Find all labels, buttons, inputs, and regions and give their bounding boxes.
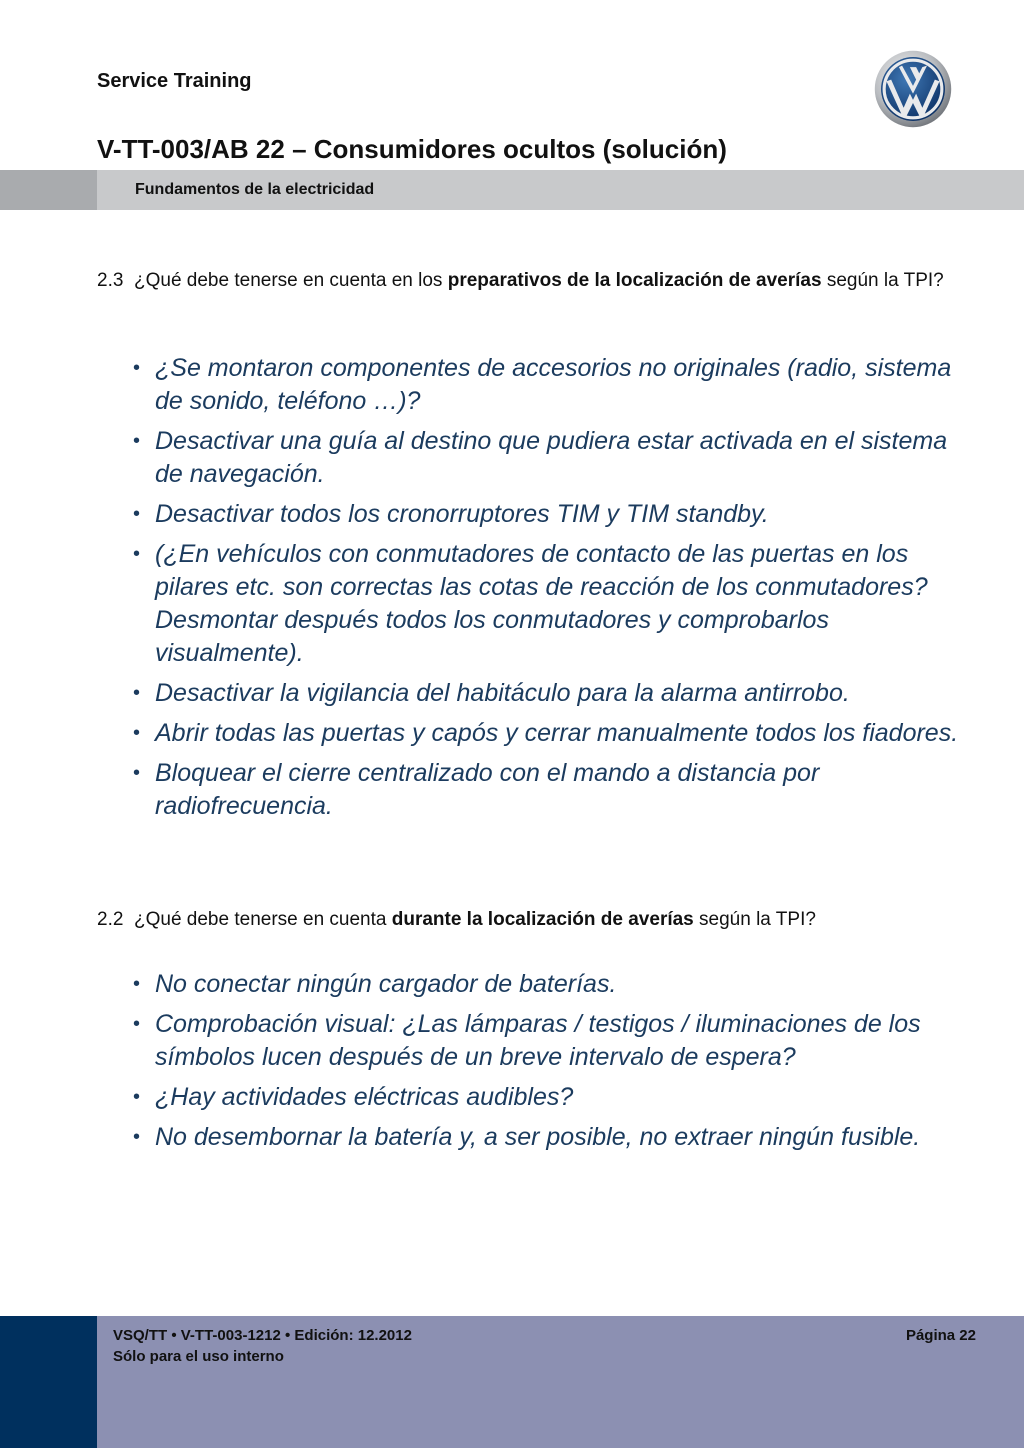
page-footer (0, 1316, 1024, 1448)
question-number: 2.3 (97, 270, 124, 291)
bullet: • (133, 1086, 141, 1108)
question-text-post: según la TPI? (693, 909, 816, 930)
question-text-pre: ¿Qué debe tenerse en cuenta en los (134, 270, 448, 291)
subtitle-band (0, 170, 1024, 210)
list-item (0, 1081, 1024, 1114)
list-item (0, 677, 1024, 710)
answer-text: ¿Hay actividades eléctricas audibles? (155, 1083, 574, 1111)
question-text (134, 906, 977, 934)
brand-label: Service Training (97, 70, 252, 92)
bullet: • (133, 430, 141, 452)
answer-list-2-3 (0, 352, 1024, 830)
bullet: • (133, 1013, 141, 1035)
question-2-3 (97, 267, 977, 295)
answer-text: Desactivar todos los cronorruptores TIM y TIM standby. (155, 500, 769, 528)
list-item (0, 498, 1024, 531)
answer-text: Desactivar una guía al destino que pudiera estar activada en el sistema de navegación. (155, 427, 948, 488)
list-item (0, 717, 1024, 750)
answer-text: No conectar ningún cargador de baterías. (155, 970, 617, 998)
list-item (0, 968, 1024, 1001)
list-item (0, 1121, 1024, 1154)
question-text-post: según la TPI? (821, 270, 944, 291)
bullet: • (133, 1126, 141, 1148)
answer-text: Comprobación visual: ¿Las lámparas / testigos / iluminaciones de los símbolos lucen después de un breve intervalo de espera? (155, 1010, 921, 1071)
list-item (0, 425, 1024, 491)
question-text-bold: durante la localización de averías (391, 909, 694, 930)
footer-page-number: Página 22 (905, 1327, 976, 1344)
answer-text: Desactivar la vigilancia del habitáculo para la alarma antirrobo. (155, 679, 850, 707)
footer-document-id: VSQ/TT • V-TT-003-1212 • Edición: 12.2012 (113, 1327, 412, 1344)
answer-list-2-2 (0, 968, 1024, 1161)
page-subtitle: Fundamentos de la electricidad (135, 181, 375, 198)
answer-text: (¿En vehículos con conmutadores de contacto de las puertas en los pilares etc. son correctas las cotas de reacción de los conmutadores? Desmontar después todos los conmutadores y comprobarlos visualmente). (155, 540, 928, 667)
bullet: • (133, 503, 141, 525)
answer-text: ¿Se montaron componentes de accesorios no originales (radio, sistema de sonido, teléfono …)? (155, 354, 952, 415)
bullet: • (133, 543, 141, 565)
bullet: • (133, 722, 141, 744)
bullet: • (133, 682, 141, 704)
question-text-bold: preparativos de la localización de averías (447, 270, 822, 291)
vw-logo-icon (874, 50, 952, 128)
footer-internal-use: Sólo para el uso interno (113, 1348, 284, 1365)
list-item (0, 538, 1024, 670)
question-text (134, 267, 977, 295)
answer-text: Abrir todas las puertas y capós y cerrar manualmente todos los fiadores. (155, 719, 959, 747)
list-item (0, 757, 1024, 823)
footer-left-block (0, 1316, 97, 1448)
bullet: • (133, 973, 141, 995)
question-number: 2.2 (97, 909, 124, 930)
page-title: V-TT-003/AB 22 – Consumidores ocultos (solución) (97, 134, 727, 164)
answer-text: Bloquear el cierre centralizado con el mando a distancia por radiofrecuencia. (155, 759, 820, 820)
answer-text: No desembornar la batería y, a ser posible, no extraer ningún fusible. (155, 1123, 921, 1151)
question-2-2 (97, 906, 977, 934)
question-text-pre: ¿Qué debe tenerse en cuenta (134, 909, 392, 930)
band-left-block (0, 170, 97, 210)
bullet: • (133, 762, 141, 784)
list-item (0, 1008, 1024, 1074)
list-item (0, 352, 1024, 418)
bullet: • (133, 357, 141, 379)
